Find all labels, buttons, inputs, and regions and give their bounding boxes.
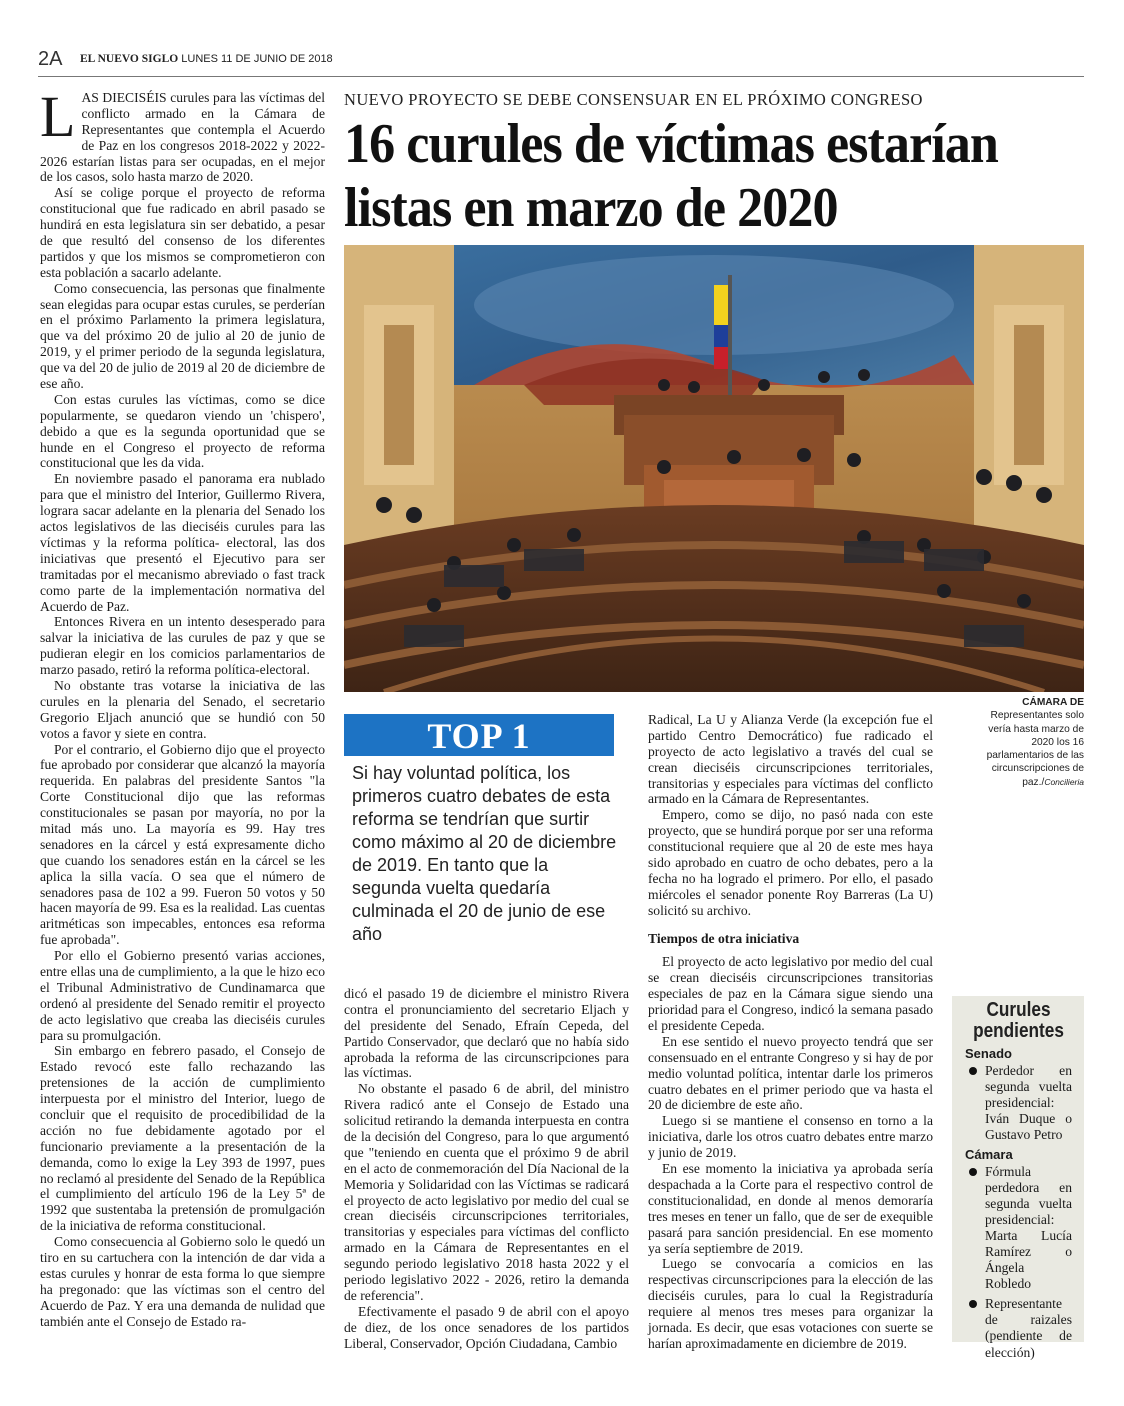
paragraph: En ese sentido el nuevo proyecto tendrá que ser consensuado en el entrante Congreso y si hay de por medio voluntad política, intentar darle los primeros cuatro debates en el primer periodo que va hasta el 20 de diciembre de este año. xyxy=(648,1033,934,1113)
article-column-2 xyxy=(344,986,629,1351)
paragraph: Luego se convocaría a comicios en las respectivas circunscripciones para la elección de las dieciséis curules, para lo cual la Registraduría requiere al menos tres meses para organizar la jornada. Es decir, que esas votaciones con suerte se harían aproximadamente en diciembre de 2019. xyxy=(648,1256,933,1351)
column-2-body xyxy=(344,986,629,1351)
paragraph: Empero, como se dijo, no pasó nada con este proyecto, que se hundirá porque por ser una reforma constitucional requiere que al 20 de este mes haya sido aprobado en cuatro de ocho debates, pero a la fecha no ha logrado el primero. Por ello, el pasado miércoles el senador ponente Roy Barreras (La U) solicitó su archivo. xyxy=(648,807,933,918)
sidebar-item-text: Fórmula perdedora en segunda vuelta presidencial: Marta Lucía Ramírez o Ángela Robledo xyxy=(985,1164,1072,1292)
column-3-body-a xyxy=(648,712,933,919)
paragraph: Con estas curules las víctimas, como se dice popularmente, se quedaron viendo un 'chispero', debido a que es la segunda oportunidad que se hunde en el Congreso el proyecto de reforma constitucional que les da vida. xyxy=(40,391,325,471)
paragraph: Sin embargo en febrero pasado, el Consejo de Estado revocó este fallo rechazando las pretensiones de la acción de cumplimiento interpuesta por el ministro del Interior, luego de concluir que el requisito de procedibilidad de la acción no fue debidamente agotado por el funcionario previamente a la presentación de la demanda, como lo exige la Ley 393 de 1997, pues no reclamó al presidente del Senado de la República el cumplimiento del artículo 196 de la Ley 5ª de 1992 que sustentaba la pretensión de promulgación de la iniciativa de reforma constitucional. xyxy=(40,1043,325,1234)
paragraph: Luego si se mantiene el consenso en torno a la iniciativa, darle los otros cuatro debates entre marzo y junio de 2019. xyxy=(648,1113,933,1161)
congress-photo xyxy=(344,245,1084,692)
sidebar-list xyxy=(965,1164,1072,1360)
sidebar-list-item xyxy=(965,1164,1072,1292)
paragraph: Por el contrario, el Gobierno dijo que el proyecto fue aprobado por considerar que alcanzó la mayoría requerida. En palabras del presidente Santos "la Corte Constitucional dijo que las reformas constitucionales se pasan por mayoría, no por la mitad más uno. La mayoría es 99. Hay tres senadores en la cárcel y está expresamente dicho que cuando los senadores están en la cárcel se les aplica la silla vacía. O sea que el número de senadores pasa de 102 a 99. Fueron 50 votos y 50 hacen mayoría de 99. Esa es la realidad. Las cuentas aritméticas son impecables, entonces esa reforma fue aprobada". xyxy=(40,741,325,948)
paragraph: No obstante el pasado 6 de abril, del ministro Rivera radicó ante el Consejo de Estado una solicitud retirando la demanda interpuesta en contra de la decisión del Congreso, para lo que argumentó que "teniendo en cuenta que el próximo 9 de abril en el acto de conmemoración del Día Nacional de la Memoria y Solidaridad con las Víctimas se radicará el proyecto de acto legislativo por medio del cual se crean dieciséis circunscripciones territoriales, transitorias y especiales para víctimas del conflicto armado en la Cámara de Representantes en el segundo periodo legislativo 2018 hasta 2022 y el periodo legislativo 2022 - 2026, retiro la demanda de referencia". xyxy=(344,1081,629,1303)
paragraph: En ese momento la iniciativa ya aprobada sería despachada a la Corte para el respectivo control de constitucionalidad, en donde al menos demoraría tres meses en tener un fallo, que de ser de exequible pasará para sanción presidencial. En ese momento ya sería septiembre de 2019. xyxy=(648,1161,933,1256)
paragraph: Así se colige porque el proyecto de reforma constitucional que fue radicado en abril pasado se hundirá en esta legislatura sin ser debatido, a pesar de que resultó del consenso de los diferentes partidos y que los mismos se comprometieron con esta población a sacarlo adelante. xyxy=(40,185,325,280)
paragraph: Como consecuencia, las personas que finalmente sean elegidas para ocupar estas curules, se perderían en el próximo Parlamento la primera legislatura, que va del próximo 20 de julio al 20 de junio de 2019, y el primer periodo de la segunda legislatura, que va del 20 de julio de 2019 al 20 de diciembre de ese año. xyxy=(40,280,325,392)
paragraph: Efectivamente el pasado 9 de abril con el apoyo de diez, de los once senadores de los partidos Liberal, Conservador, Opción Ciudadana, Cambio xyxy=(344,1303,629,1351)
paragraph: No obstante tras votarse la iniciativa de las curules en la plenaria del Senado, el secretario Gregorio Eljach anunció que se hundió con 50 votos a favor y siete en contra. xyxy=(40,677,325,741)
paragraph: dicó el pasado 19 de diciembre el ministro Rivera contra el pronunciamiento del secretario Eljach y del presidente del Senado, Efraín Cepeda, del Partido Conservador, que declaró que no había sido aprobada la reforma de las circunscripciones para las víctimas. xyxy=(344,986,629,1081)
sidebar-sections xyxy=(965,1046,1072,1361)
sidebar-list-item xyxy=(965,1296,1072,1360)
paragraph: Entonces Rivera en un intento desesperado para salvar la iniciativa de las curules de paz y que se pudieran elegir en los comicios parlamentarios de marzo pasado, retiró la reforma política-electoral. xyxy=(40,614,325,678)
masthead xyxy=(80,53,333,65)
headline: 16 curules de víctimas estarían listas en marzo de 2020 xyxy=(344,113,998,239)
top-label-box: TOP 1 xyxy=(344,714,614,756)
chamber-illustration xyxy=(344,245,1084,692)
paragraph: En noviembre pasado el panorama era nublado para que el ministro del Interior, Guillermo Rivera, lograra sacar adelante en la plenaria del Senado los actos legislativos de las dieciséis curules para las víctimas y la reforma política- electoral, las dos iniciativas que presentó el Ejecutivo para ser tramitadas por el mecanismo abreviado o fast track como parte de la implementación normativa del Acuerdo de Paz. xyxy=(40,471,325,614)
bullet-icon xyxy=(969,1300,977,1308)
page-number: 2A xyxy=(38,48,63,70)
bullet-icon xyxy=(969,1067,977,1075)
lead-paragraph xyxy=(40,90,325,185)
article-column-3 xyxy=(648,712,933,1352)
drop-cap: L xyxy=(40,90,76,149)
photo-caption xyxy=(980,696,1084,789)
column-1-body xyxy=(40,185,325,1329)
caption-text: Representantes solo vería hasta marzo de 2020 los 16 parlamentarios de las circunscripciones de paz./ xyxy=(986,710,1084,788)
photo-credit: Concilieria xyxy=(1044,776,1084,787)
sidebar-item-text: Perdedor en segunda vuelta presidencial: Iván Duque o Gustavo Petro xyxy=(985,1063,1072,1143)
paragraph: Como consecuencia al Gobierno solo le quedó un tiro en su cartuchera con la intención de dar vida a estas curules y honrar de esta forma lo que siempre ha pregonado: que las víctimas son el centro del Acuerdo de Paz. Y era una demanda de nulidad que también ante el Consejo de Estado ra- xyxy=(40,1234,325,1329)
kicker: NUEVO PROYECTO SE DEBE CONSENSUAR EN EL PRÓXIMO CONGRESO xyxy=(344,90,923,109)
sidebar-item-text: Representante de raizales (pendiente de elección) xyxy=(985,1296,1072,1360)
sidebar-box xyxy=(952,996,1084,1360)
sidebar-list-item xyxy=(965,1063,1072,1143)
lead-text: AS DIECISÉIS curules para las víctimas del conflicto armado en la Cámara de Representantes que contempla el Acuerdo de Paz en los congresos 2018-2022 y 2022-2026 estarían listas para ser ocupadas, en el mejor de los casos, solo hasta marzo de 2020. xyxy=(40,90,325,185)
paragraph: Por ello el Gobierno presentó varias acciones, entre ellas una de cumplimiento, a la que le hizo eco el Tribunal Administrativo de Cundinamarca que ordenó al presidente del Senado remitir el proyecto de acto legislativo que creaba las dieciséis curules para su promulgación. xyxy=(40,948,325,1043)
sidebar-list xyxy=(965,1063,1072,1143)
header-rule xyxy=(38,76,1084,77)
subheading: Tiempos de otra iniciativa xyxy=(648,930,800,946)
sidebar-section-heading: Senado xyxy=(965,1046,1012,1061)
paragraph: El proyecto de acto legislativo por medio del cual se crean dieciséis circunscripciones transitorias especiales de paz en la Cámara sigue siendo una prioridad para el Congreso, indicó la semana pasado el presidente Cepeda. xyxy=(648,954,933,1034)
paragraph: Radical, La U y Alianza Verde (la excepción fue el partido Centro Democrático) fue radicado el proyecto de acto legislativo a través del cual se crean dieciséis circunscripciones territoriales, transitorias y especiales para víctimas del conflicto armado en la Cámara de Representantes. xyxy=(648,712,933,807)
issue-date: LUNES 11 DE JUNIO DE 2018 xyxy=(181,53,333,65)
column-3-body-b xyxy=(648,954,933,1351)
sidebar-title: Curules pendientes xyxy=(973,999,1064,1042)
caption-bold: CÁMARA DE xyxy=(1022,697,1084,708)
bullet-icon xyxy=(969,1168,977,1176)
sidebar-section-heading: Cámara xyxy=(965,1147,1013,1163)
article-column-1 xyxy=(40,90,325,1390)
top-pull-quote: Si hay voluntad política, los primeros cuatro debates de esta reforma se tendrían que surtir como máximo al 20 de diciembre de 2019. En tanto que la segunda vuelta quedaría culminada el 20 de junio de ese año xyxy=(352,763,617,945)
newspaper-name: EL NUEVO SIGLO xyxy=(80,53,179,65)
